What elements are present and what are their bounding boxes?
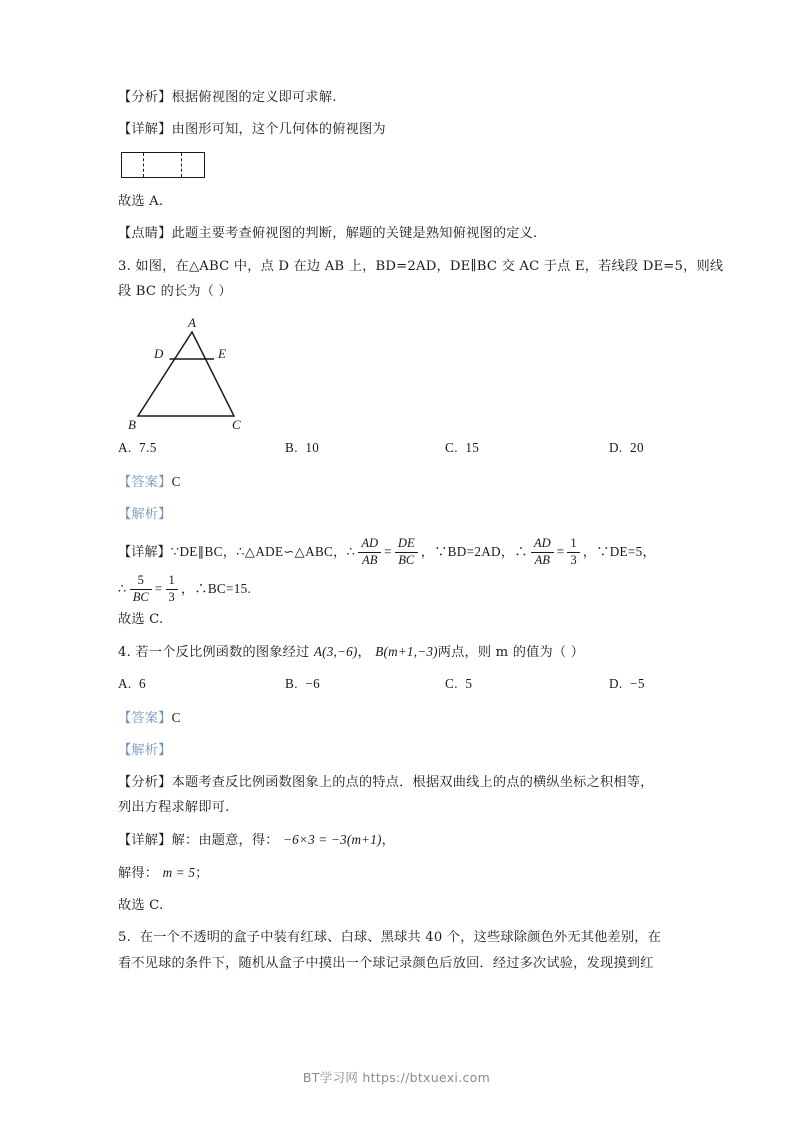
- q4-solve-label: 解得：: [118, 866, 159, 882]
- q4-analysis-line1: [118, 773, 674, 792]
- q3-option-a-key: A.: [118, 439, 132, 455]
- fraction-ad-ab-1: [358, 537, 381, 567]
- q4-option-a-value: 6: [139, 675, 147, 691]
- q3-answer-tag: 【答案】: [118, 474, 172, 490]
- insight-text: 此题主要考查俯视图的判断，解题的关键是熟知俯视图的定义.: [171, 226, 538, 242]
- fraction-denominator: 3: [168, 589, 175, 604]
- q3-detail-p9: ∴: [118, 580, 127, 596]
- q4-choice-line: 故选 C.: [118, 898, 164, 914]
- detail-tag: 【详解】: [118, 122, 172, 138]
- dashed-line-2: [181, 153, 182, 177]
- q4-stem-post: 两点，则 m 的值为（ ）: [437, 645, 585, 661]
- page-content: [118, 88, 724, 986]
- q5-stem-text-1: 在一个不透明的盒子中装有红球、白球、黑球共 40 个，这些球除颜色外无其他差别，在: [139, 930, 662, 946]
- fraction-de-bc: [395, 537, 418, 567]
- q3-option-c-value: 15: [465, 439, 480, 455]
- q3-detail-p5: ∵BD=2AD，: [434, 544, 515, 560]
- q2-detail-line: [118, 120, 674, 139]
- fraction-denominator: BC: [132, 589, 149, 604]
- analysis-text: 根据俯视图的定义即可求解.: [171, 90, 337, 105]
- fraction-one-third-2: [166, 574, 178, 604]
- footer-watermark: BT学习网 https://btxuexi.com: [302, 1070, 491, 1085]
- q4-detail-text: 解：由题意，得：: [171, 833, 279, 849]
- label-e: E: [218, 345, 226, 361]
- label-c: C: [232, 416, 241, 432]
- fraction-5-bc: [130, 574, 152, 604]
- insight-tag: 【点睛】: [118, 226, 172, 242]
- q4-explain-line: [118, 741, 674, 760]
- q4-analysis-tag: 【分析】: [118, 774, 172, 790]
- q3-choice-line: 故选 C.: [118, 612, 164, 628]
- q3-detail-p8: ∵DE=5，: [596, 544, 657, 560]
- label-b: B: [128, 416, 136, 432]
- dashed-line-1: [143, 153, 144, 177]
- q5-number: 5.: [118, 930, 131, 946]
- q3-detail-line1: [118, 537, 674, 568]
- analysis-tag: 【分析】: [118, 90, 172, 105]
- q3-answer-line: [118, 472, 674, 492]
- q4-option-b[interactable]: [285, 676, 320, 692]
- q2-insight-line: [118, 224, 674, 243]
- q4-option-d-key: D.: [609, 675, 623, 691]
- q4-detail-line: [118, 830, 674, 850]
- fraction-denominator: AB: [534, 552, 550, 567]
- q4-explain-tag: 【解析】: [118, 742, 172, 758]
- q4-detail-tag: 【详解】: [118, 833, 172, 849]
- q3-option-c-key: C.: [445, 439, 458, 455]
- q3-stem-line1: [118, 257, 724, 276]
- detail-text: 由图形可知，这个几何体的俯视图为: [171, 122, 386, 138]
- q4-option-c-value: 5: [465, 675, 473, 691]
- fraction-numerator: DE: [395, 537, 418, 553]
- fraction-denominator: AB: [362, 552, 378, 567]
- q4-detail-comma: ，: [381, 833, 396, 849]
- q3-explain-line: [118, 505, 674, 524]
- q3-options-row: [118, 440, 674, 459]
- q2-analysis-line: [118, 88, 674, 107]
- q4-solve-line: [118, 863, 674, 883]
- q3-eq2: =: [556, 544, 565, 560]
- fraction-numerator: 1: [567, 537, 579, 553]
- q3-option-a-value: 7.5: [139, 439, 157, 455]
- q4-answer-line: [118, 708, 674, 728]
- label-a: A: [188, 314, 196, 330]
- q4-option-c[interactable]: [445, 676, 472, 692]
- fraction-numerator: AD: [358, 537, 381, 553]
- q4-analysis-line2: 列出方程求解即可.: [118, 799, 230, 815]
- q3-detail-p10: ，: [180, 580, 195, 596]
- q4-stem-mid: ，: [357, 645, 371, 661]
- fraction-numerator: 1: [166, 574, 178, 590]
- fraction-one-third-1: [567, 537, 579, 567]
- fraction-numerator: AD: [531, 537, 554, 553]
- q3-option-d-key: D.: [609, 439, 623, 455]
- q4-detail-equation: −6×3 = −3(m+1): [283, 832, 382, 848]
- q3-detail-p7: ，: [582, 544, 597, 560]
- fraction-denominator: BC: [398, 552, 415, 567]
- q3-detail-tag: 【详解】: [118, 545, 171, 561]
- q3-option-b[interactable]: [285, 440, 319, 456]
- q5-stem-line2: 看不见球的条件下，随机从盒子中摸出一个球记录颜色后放回．经过多次试验，发现摸到红: [118, 955, 654, 971]
- q4-option-a-key: A.: [118, 675, 132, 691]
- label-d: D: [154, 345, 164, 361]
- q3-detail-p6: ∴: [514, 544, 528, 560]
- q3-explain-tag: 【解析】: [118, 506, 172, 522]
- q3-detail-p11: ∴BC=15.: [194, 580, 252, 596]
- q4-answer-tag: 【答案】: [118, 710, 172, 726]
- triangle-abc-svg: [126, 314, 306, 432]
- q4-point-a: A(3,−6): [313, 644, 358, 660]
- q3-detail-p3: ∴: [346, 544, 356, 560]
- fraction-ad-ab-2: [531, 537, 554, 567]
- q4-stem-line: [118, 642, 674, 662]
- q4-number: 4.: [118, 645, 131, 661]
- triangle-outline: [138, 332, 234, 416]
- q3-eq3: =: [154, 580, 163, 596]
- q3-option-d[interactable]: [609, 440, 644, 456]
- q3-option-d-value: 20: [630, 439, 645, 455]
- q3-eq1: =: [384, 544, 392, 560]
- q3-detail-p1: ∵DE∥BC，: [170, 544, 237, 560]
- q4-point-b: B(m+1,−3): [375, 644, 438, 660]
- q3-detail-p4: ，: [420, 544, 435, 560]
- q3-option-c[interactable]: [445, 440, 479, 456]
- top-view-rectangle-figure: [121, 152, 205, 178]
- q3-number: 3.: [118, 258, 131, 274]
- triangle-figure: [126, 314, 306, 432]
- q3-option-b-value: 10: [305, 439, 320, 455]
- q4-analysis-text-1: 本题考查反比例函数图象上的点的特点．根据双曲线上的点的横纵坐标之积相等，: [171, 774, 654, 790]
- fraction-numerator: 5: [130, 574, 152, 590]
- q2-choice-line: 故选 A.: [118, 194, 164, 210]
- q4-option-b-value: −6: [305, 675, 321, 691]
- q4-stem-pre: 若一个反比例函数的图象经过: [135, 645, 310, 661]
- q3-option-a[interactable]: [118, 440, 157, 456]
- q3-detail-line2: [118, 574, 674, 604]
- q4-solve-semicolon: ；: [195, 866, 209, 882]
- q4-option-b-key: B.: [285, 675, 298, 691]
- q3-answer-value: C: [171, 473, 181, 489]
- q4-option-c-key: C.: [445, 675, 458, 691]
- q3-stem-line2: 段 BC 的长为（ ）: [118, 283, 232, 299]
- q3-stem-text-1: 如图，在△ABC 中，点 D 在边 AB 上，BD=2AD，DE∥BC 交 AC 于点 E，若线段 DE=5，则线: [135, 258, 724, 274]
- q4-options-row: [118, 676, 674, 695]
- q3-option-b-key: B.: [285, 439, 298, 455]
- q4-option-a[interactable]: [118, 676, 146, 692]
- q4-option-d[interactable]: [609, 676, 645, 692]
- q5-stem-line1: [118, 928, 674, 947]
- q4-option-d-value: −5: [630, 675, 645, 691]
- q4-solve-value: m = 5: [162, 865, 196, 881]
- q4-answer-value: C: [171, 709, 181, 725]
- fraction-denominator: 3: [570, 552, 577, 567]
- q3-detail-p2: ∴△ADE∽△ABC，: [236, 544, 347, 560]
